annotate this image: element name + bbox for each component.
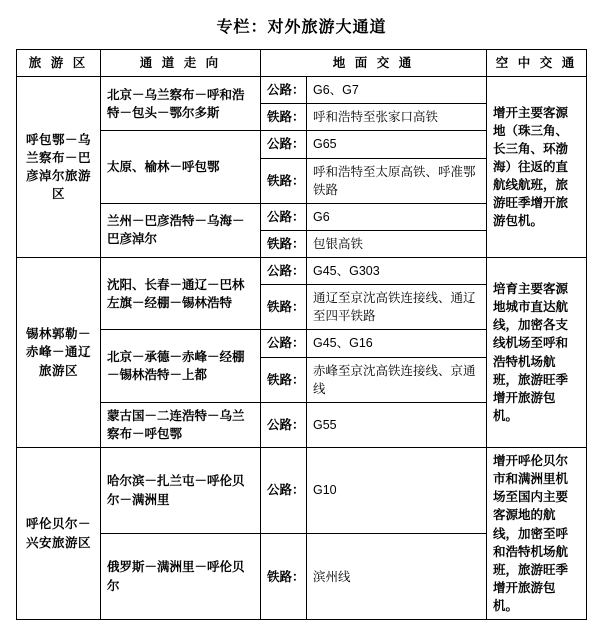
transport-mode-road: 公路： bbox=[260, 258, 306, 285]
tourism-corridor-table bbox=[16, 49, 587, 620]
rail-routes: 赤峰至京沈高铁连接线、京通线 bbox=[306, 357, 486, 402]
region-cell: 呼包鄂－乌兰察布－巴彦淖尔旅游区 bbox=[16, 77, 100, 258]
transport-mode-road: 公路： bbox=[260, 131, 306, 158]
column-header-region: 旅 游 区 bbox=[16, 50, 100, 77]
transport-mode-rail: 铁路： bbox=[260, 285, 306, 330]
corridor-cell: 沈阳、长春－通辽－巴林左旗－经棚－锡林浩特 bbox=[100, 258, 260, 330]
transport-mode-rail: 铁路： bbox=[260, 104, 306, 131]
corridor-cell: 哈尔滨－扎兰屯－呼伦贝尔－满洲里 bbox=[100, 448, 260, 534]
rail-routes: 滨州线 bbox=[306, 534, 486, 620]
table-row bbox=[16, 77, 586, 104]
road-routes: G6、G7 bbox=[306, 77, 486, 104]
transport-mode-road: 公路： bbox=[260, 77, 306, 104]
table-body bbox=[16, 77, 586, 620]
region-cell: 锡林郭勒－赤峰－通辽旅游区 bbox=[16, 258, 100, 448]
table-row bbox=[16, 448, 586, 534]
corridor-cell: 蒙古国－二连浩特－乌兰察布－呼包鄂 bbox=[100, 402, 260, 447]
corridor-cell: 太原、榆林－呼包鄂 bbox=[100, 131, 260, 203]
rail-routes: 呼和浩特至张家口高铁 bbox=[306, 104, 486, 131]
road-routes: G45、G303 bbox=[306, 258, 486, 285]
air-transport-cell: 增开主要客源地（珠三角、长三角、环渤海）往返的直航线航班，旅游旺季增开旅游包机。 bbox=[487, 77, 587, 258]
transport-mode-road: 公路： bbox=[260, 448, 306, 534]
transport-mode-rail: 铁路： bbox=[260, 158, 306, 203]
transport-mode-road: 公路： bbox=[260, 203, 306, 230]
column-header-corridor: 通 道 走 向 bbox=[100, 50, 260, 77]
corridor-cell: 北京－承德－赤峰－经棚－锡林浩特－上都 bbox=[100, 330, 260, 402]
transport-mode-rail: 铁路： bbox=[260, 230, 306, 257]
table-row bbox=[16, 258, 586, 285]
corridor-cell: 俄罗斯－满洲里－呼伦贝尔 bbox=[100, 534, 260, 620]
road-routes: G45、G16 bbox=[306, 330, 486, 357]
road-routes: G55 bbox=[306, 402, 486, 447]
rail-routes: 包银高铁 bbox=[306, 230, 486, 257]
air-transport-cell: 培育主要客源地城市直达航线，加密各支线机场至呼和浩特机场航班，旅游旺季增开旅游包机。 bbox=[487, 258, 587, 448]
transport-mode-rail: 铁路： bbox=[260, 534, 306, 620]
table-header-row bbox=[16, 50, 586, 77]
transport-mode-rail: 铁路： bbox=[260, 357, 306, 402]
table-header bbox=[16, 50, 586, 77]
corridor-cell: 兰州－巴彦浩特－乌海－巴彦淖尔 bbox=[100, 203, 260, 257]
column-header-air-transport: 空 中 交 通 bbox=[487, 50, 587, 77]
rail-routes: 通辽至京沈高铁连接线、通辽至四平铁路 bbox=[306, 285, 486, 330]
road-routes: G6 bbox=[306, 203, 486, 230]
column-header-ground-transport: 地 面 交 通 bbox=[260, 50, 486, 77]
road-routes: G65 bbox=[306, 131, 486, 158]
rail-routes: 呼和浩特至太原高铁、呼准鄂铁路 bbox=[306, 158, 486, 203]
transport-mode-road: 公路： bbox=[260, 402, 306, 447]
corridor-cell: 北京－乌兰察布－呼和浩特－包头－鄂尔多斯 bbox=[100, 77, 260, 131]
page-title: 专栏：对外旅游大通道 bbox=[216, 19, 387, 36]
air-transport-cell: 增开呼伦贝尔市和满洲里机场至国内主要客源地的航线，加密至呼和浩特机场航班，旅游旺季增开旅游包机。 bbox=[487, 448, 587, 620]
transport-mode-road: 公路： bbox=[260, 330, 306, 357]
road-routes: G10 bbox=[306, 448, 486, 534]
region-cell: 呼伦贝尔－兴安旅游区 bbox=[16, 448, 100, 620]
